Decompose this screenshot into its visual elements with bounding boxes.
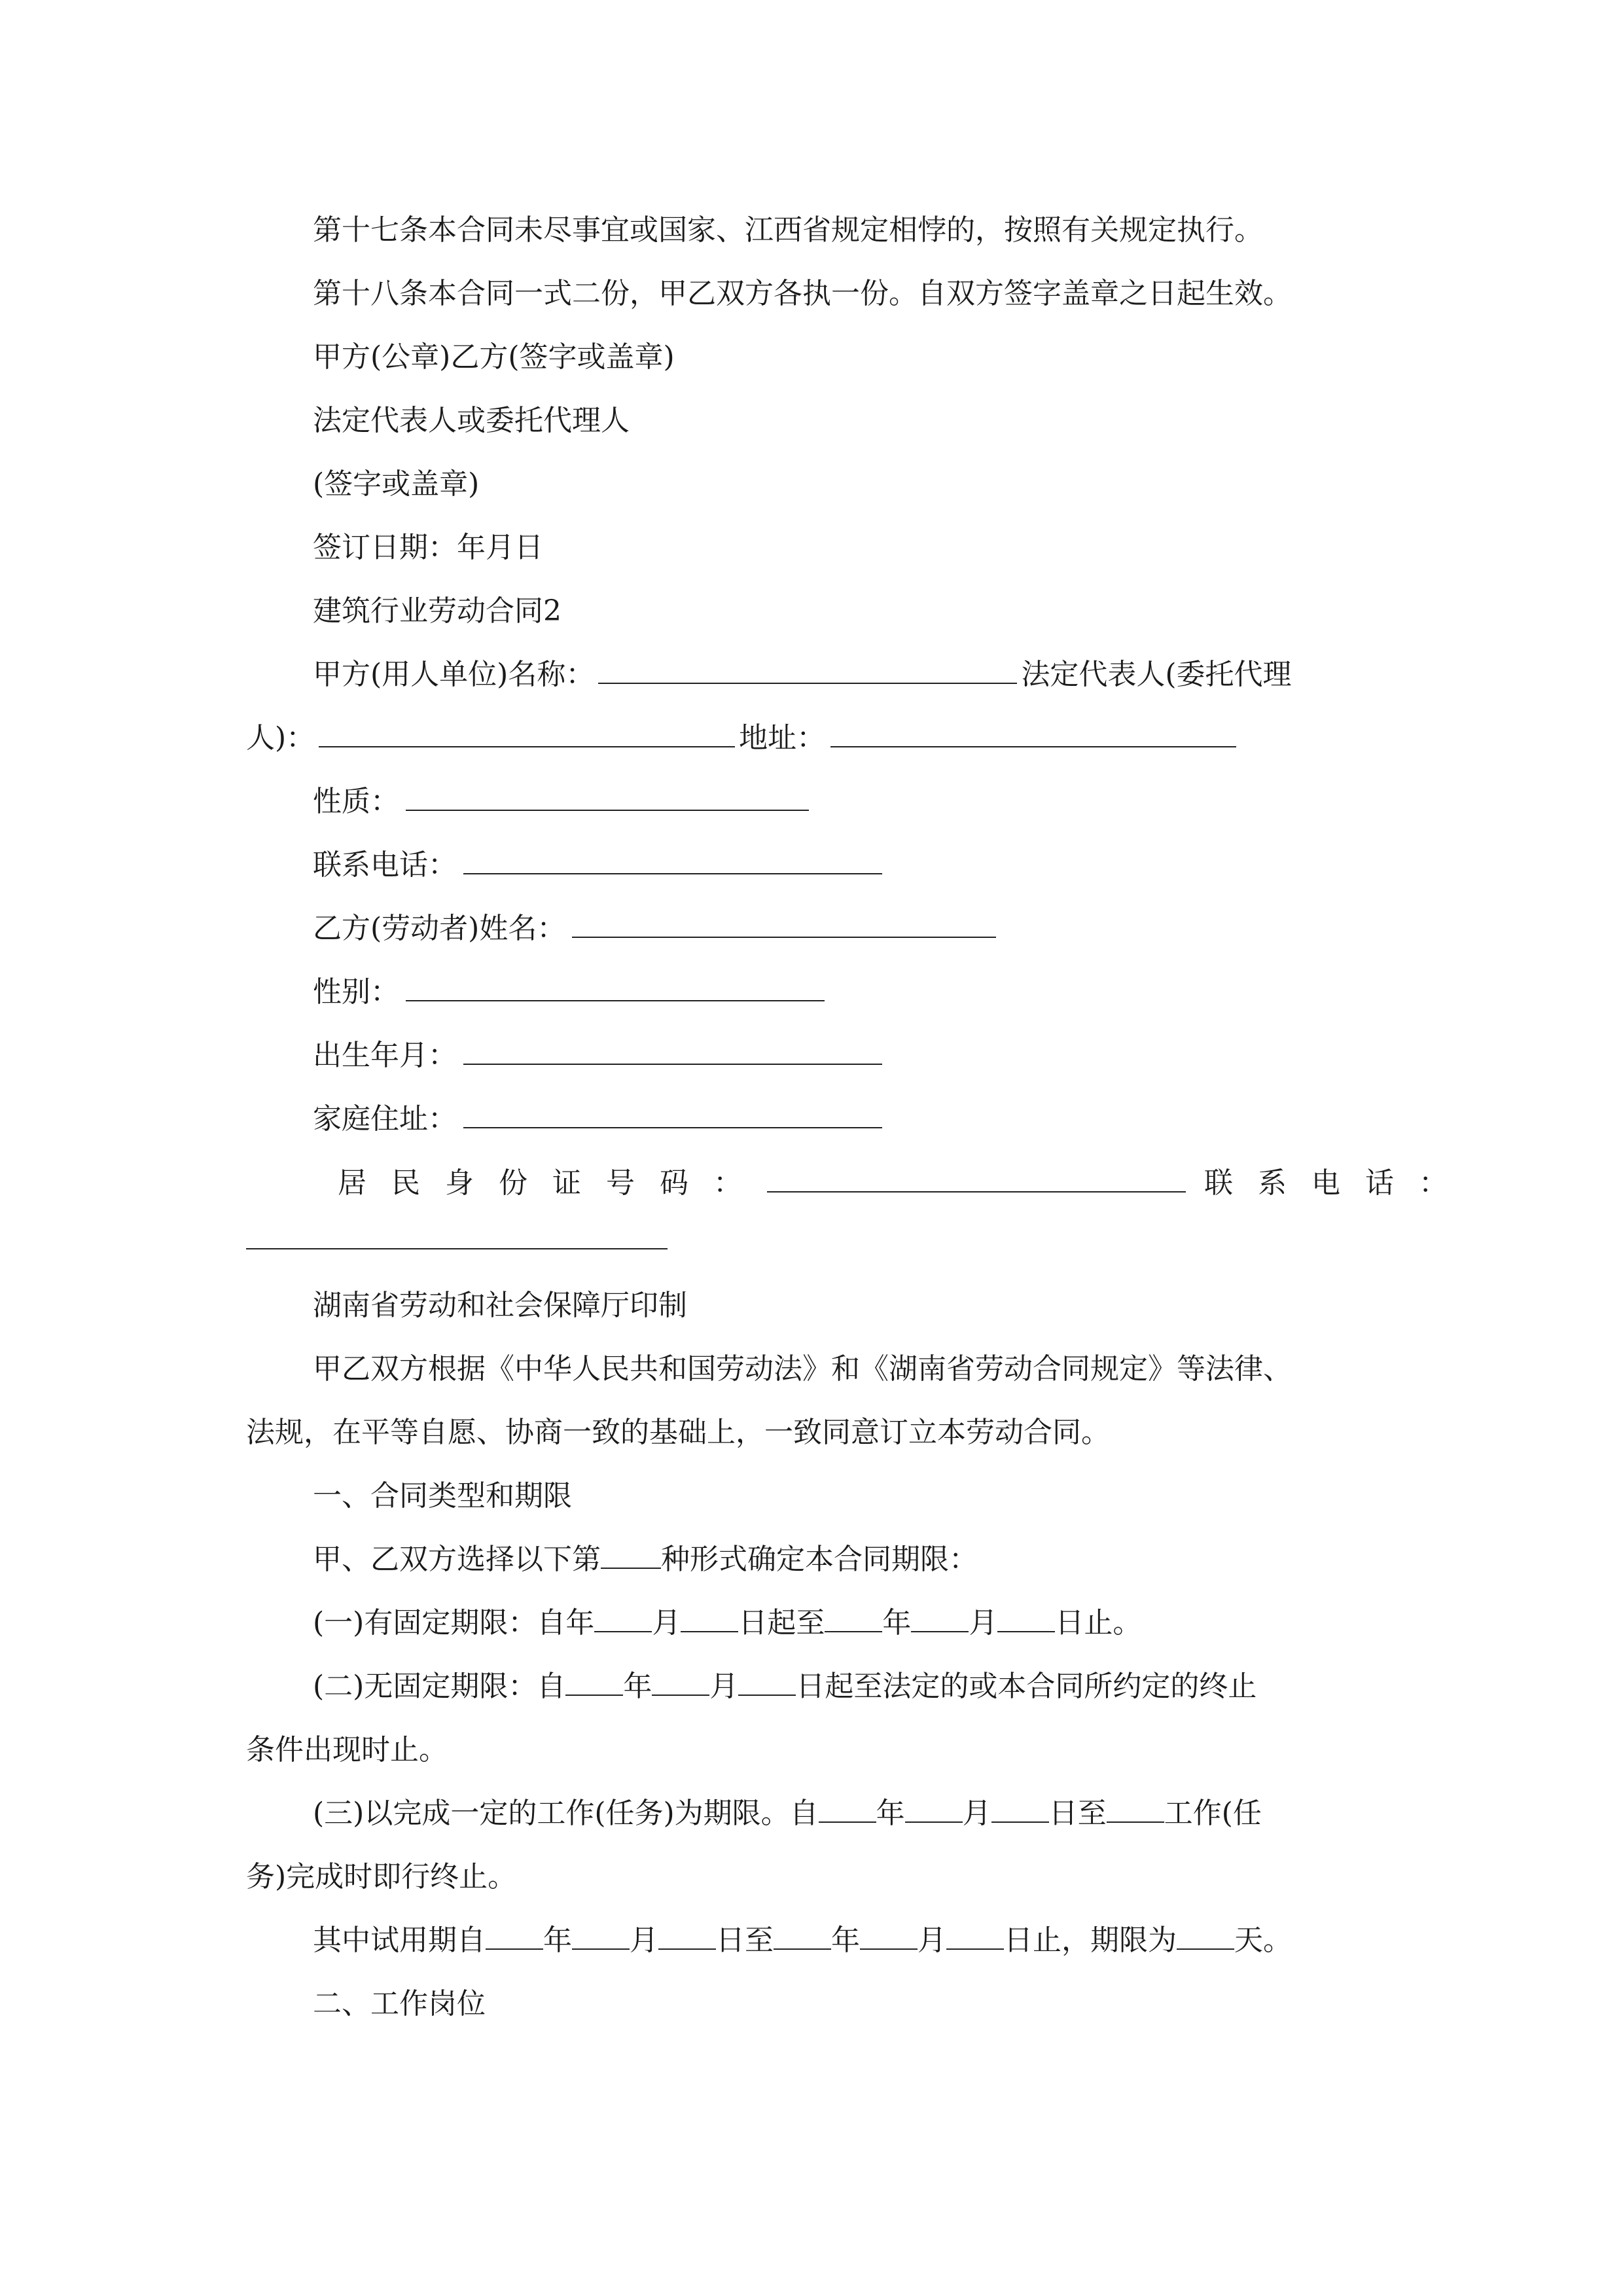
- section-2-heading: 二、工作岗位: [313, 1987, 486, 2020]
- clause-18: 第十八条本合同一式二份，甲乙双方各执一份。自双方签字盖章之日起生效。: [313, 277, 1292, 310]
- employee-name-row: [313, 909, 996, 948]
- nature-blank[interactable]: [406, 809, 809, 811]
- birth-date-blank[interactable]: [463, 1063, 882, 1065]
- section-1-heading: 一、合同类型和期限: [313, 1479, 572, 1513]
- probation-period-label: 日止，期限为: [1004, 1924, 1177, 1957]
- open-term-label: (二)无固定期限：自: [313, 1670, 566, 1703]
- open-year-label: 年: [623, 1670, 652, 1703]
- probation-start-year-blank[interactable]: [486, 1948, 543, 1950]
- probation-start-month-blank[interactable]: [572, 1948, 630, 1950]
- legal-rep-address-row: [246, 719, 1236, 758]
- fixed-year-label: 年: [882, 1606, 912, 1640]
- task-month-label: 月: [962, 1797, 991, 1830]
- employee-phone-blank[interactable]: [246, 1248, 668, 1249]
- probation-month-label-2: 月: [918, 1924, 946, 1957]
- clause-17: 第十七条本合同未尽事宜或国家、江西省规定相悖的，按照有关规定执行。: [313, 213, 1263, 247]
- probation-year-label: 年: [543, 1924, 572, 1957]
- birth-date-label: 出生年月：: [313, 1039, 457, 1072]
- fixed-start-year-blank[interactable]: [594, 1630, 652, 1632]
- probation-month-label: 月: [630, 1924, 658, 1957]
- employer-phone-label: 联系电话：: [313, 848, 457, 882]
- party-signature-line: 甲方(公章)乙方(签字或盖章): [313, 340, 675, 374]
- employer-phone-blank[interactable]: [463, 872, 882, 874]
- task-year-label: 年: [876, 1797, 905, 1830]
- open-start-day-blank[interactable]: [738, 1694, 796, 1696]
- printer-note: 湖南省劳动和社会保障厅印制: [313, 1289, 687, 1322]
- probation-end-year-blank[interactable]: [774, 1948, 831, 1950]
- home-address-blank[interactable]: [463, 1126, 882, 1128]
- probation-start-day-blank[interactable]: [658, 1948, 716, 1950]
- fixed-start-day-blank[interactable]: [681, 1630, 738, 1632]
- task-name-blank[interactable]: [1107, 1821, 1164, 1823]
- probation-end-day-blank[interactable]: [946, 1948, 1004, 1950]
- employer-name-label: 甲方(用人单位)名称：: [313, 658, 595, 691]
- legal-rep-label: 法定代表人(委托代理: [1021, 658, 1292, 691]
- fixed-term-row: [313, 1604, 1141, 1643]
- home-address-row: [313, 1100, 882, 1139]
- task-term-label: (三)以完成一定的工作(任务)为期限。自: [313, 1797, 819, 1830]
- probation-to-label: 日至: [716, 1924, 774, 1957]
- signature-note: (签字或盖章): [313, 467, 480, 501]
- birth-date-row: [313, 1036, 882, 1075]
- open-month-label: 月: [709, 1670, 739, 1703]
- home-address-label: 家庭住址：: [313, 1102, 457, 1136]
- fixed-month-label: 月: [652, 1606, 681, 1640]
- employee-name-blank[interactable]: [572, 936, 996, 938]
- contract-title: 建筑行业劳动合同2: [313, 594, 562, 628]
- open-term-cont: 条件出现时止。: [246, 1733, 448, 1767]
- fixed-month-label-2: 月: [969, 1606, 998, 1640]
- task-start-month-blank[interactable]: [905, 1821, 963, 1823]
- fixed-end-label: 日止。: [1055, 1606, 1142, 1640]
- probation-year-label-2: 年: [831, 1924, 860, 1957]
- open-start-year-blank[interactable]: [565, 1694, 623, 1696]
- address-blank[interactable]: [830, 745, 1236, 747]
- id-number-blank[interactable]: [767, 1191, 1186, 1193]
- probation-end-month-blank[interactable]: [860, 1948, 918, 1950]
- open-term-row: [313, 1667, 1257, 1706]
- nature-label: 性质：: [313, 785, 399, 818]
- gender-blank[interactable]: [406, 999, 825, 1001]
- task-work-label: 工作(任: [1164, 1797, 1262, 1830]
- probation-label: 其中试用期自: [313, 1924, 486, 1957]
- task-start-day-blank[interactable]: [991, 1821, 1049, 1823]
- employer-name-row: [313, 655, 1292, 694]
- task-term-row: [313, 1794, 1262, 1833]
- probation-days-blank[interactable]: [1177, 1948, 1234, 1950]
- open-term-end-label: 日起至法定的或本合同所约定的终止: [796, 1670, 1257, 1703]
- address-label: 地址：: [739, 721, 826, 755]
- probation-row: [313, 1921, 1292, 1960]
- basis-paragraph-1: 甲乙双方根据《中华人民共和国劳动法》和《湖南省劳动合同规定》等法律、: [313, 1352, 1292, 1386]
- fixed-end-year-blank[interactable]: [825, 1630, 882, 1632]
- gender-row: [313, 973, 825, 1012]
- signing-date: 签订日期：年月日: [313, 531, 543, 564]
- fixed-end-day-blank[interactable]: [997, 1630, 1055, 1632]
- gender-label: 性别：: [313, 975, 399, 1009]
- task-to-label: 日至: [1048, 1797, 1107, 1830]
- id-number-label: 居民身份证号码：: [338, 1166, 767, 1200]
- task-start-year-blank[interactable]: [819, 1821, 876, 1823]
- id-number-row: [338, 1164, 1472, 1203]
- fixed-term-label: (一)有固定期限：自年: [313, 1606, 595, 1640]
- task-term-cont: 务)完成时即行终止。: [246, 1860, 517, 1893]
- employer-name-blank[interactable]: [598, 682, 1017, 684]
- legal-rep-label-cont: 人)：: [246, 721, 315, 755]
- term-choice-label-end: 种形式确定本合同期限：: [661, 1543, 978, 1576]
- employer-phone-row: [313, 846, 882, 885]
- term-choice-label: 甲、乙双方选择以下第: [313, 1543, 601, 1576]
- probation-days-label: 天。: [1234, 1924, 1292, 1957]
- nature-row: [313, 782, 809, 821]
- open-start-month-blank[interactable]: [652, 1694, 709, 1696]
- legal-representative-label: 法定代表人或委托代理人: [313, 404, 630, 437]
- fixed-end-month-blank[interactable]: [911, 1630, 969, 1632]
- fixed-to-label: 日起至: [738, 1606, 825, 1640]
- term-choice-blank[interactable]: [601, 1567, 661, 1569]
- employee-name-label: 乙方(劳动者)姓名：: [313, 912, 566, 945]
- legal-rep-blank[interactable]: [319, 745, 735, 747]
- term-choice-row: [313, 1540, 978, 1579]
- basis-paragraph-2: 法规，在平等自愿、协商一致的基础上，一致同意订立本劳动合同。: [246, 1416, 1110, 1449]
- employee-phone-label: 联系电话：: [1204, 1166, 1472, 1200]
